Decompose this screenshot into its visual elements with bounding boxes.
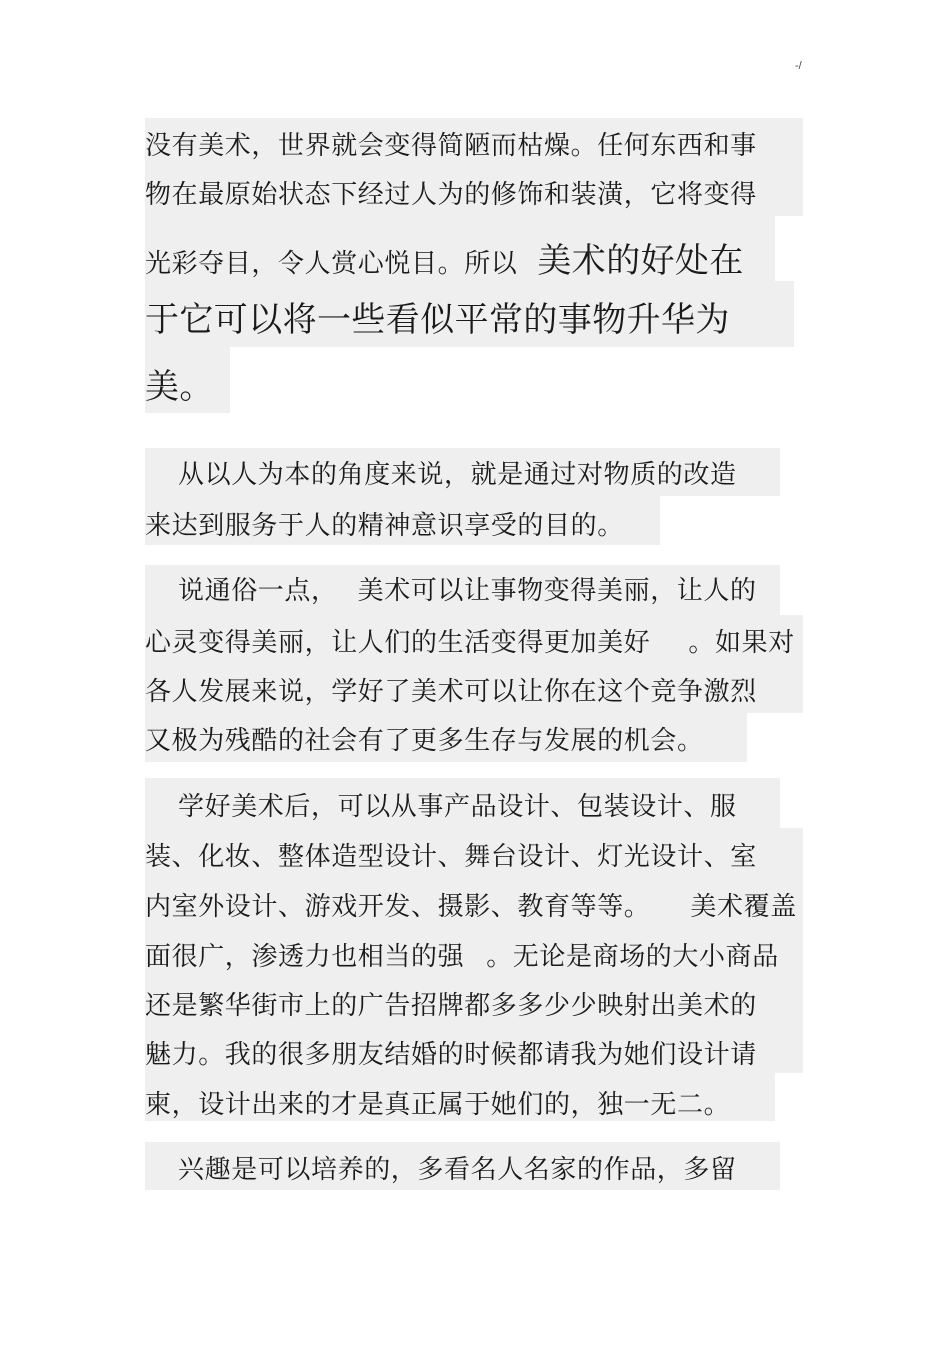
text-line: 各人发展来说，学好了美术可以让你在这个竞争激烈 <box>145 677 757 707</box>
text-line <box>145 630 795 656</box>
text-span: 心灵变得美丽，让人们的生活变得更加美好 <box>145 628 651 658</box>
text-line: 还是繁华街市上的广告招牌都多多少少映射出美术的 <box>145 991 757 1021</box>
text-line: 魅力。我的很多朋友结婚的时候都请我为她们设计请 <box>145 1040 757 1070</box>
text-line: 装、化妆、整体造型设计、舞台设计、灯光设计、室 <box>145 842 757 872</box>
page-header-mark: -/ <box>795 60 802 72</box>
text-span: 说通俗一点， <box>178 576 338 606</box>
text-span: 美术可以让事物变得美丽，让人的 <box>357 576 757 606</box>
text-span: 。无论是商场的大小商品 <box>486 942 779 972</box>
text-line <box>145 241 744 281</box>
text-span: 内室外设计、游戏开发、摄影、教育等等。 <box>145 892 651 922</box>
text-span: 面很广，渗透力也相当的强 <box>145 942 465 972</box>
text-span: 美术覆盖 <box>690 892 797 922</box>
emphasis-line: 美。 <box>145 367 214 407</box>
text-line: 从以人为本的角度来说，就是通过对物质的改造 <box>178 460 737 490</box>
text-line: 物在最原始状态下经过人为的修饰和装潢，它将变得 <box>145 180 757 210</box>
text-span: 。如果对 <box>688 628 795 658</box>
text-line <box>145 894 797 920</box>
text-line: 学好美术后，可以从事产品设计、包装设计、服 <box>178 792 737 822</box>
text-span: 光彩夺目，令人赏心悦目。所以 <box>145 249 518 279</box>
emphasis-text: 美术的好处在 <box>537 241 744 281</box>
text-line: 来达到服务于人的精神意识享受的目的。 <box>145 511 624 541</box>
text-line: 兴趣是可以培养的，多看名人名家的作品，多留 <box>178 1155 737 1185</box>
text-line: 没有美术，世界就会变得简陋而枯燥。任何东西和事 <box>145 131 757 161</box>
text-line: 柬，设计出来的才是真正属于她们的，独一无二。 <box>145 1090 731 1120</box>
text-line <box>145 944 779 970</box>
text-line: 又极为残酷的社会有了更多生存与发展的机会。 <box>145 726 704 756</box>
text-line <box>178 578 757 604</box>
emphasis-line: 于它可以将一些看似平常的事物升华为 <box>145 300 730 340</box>
